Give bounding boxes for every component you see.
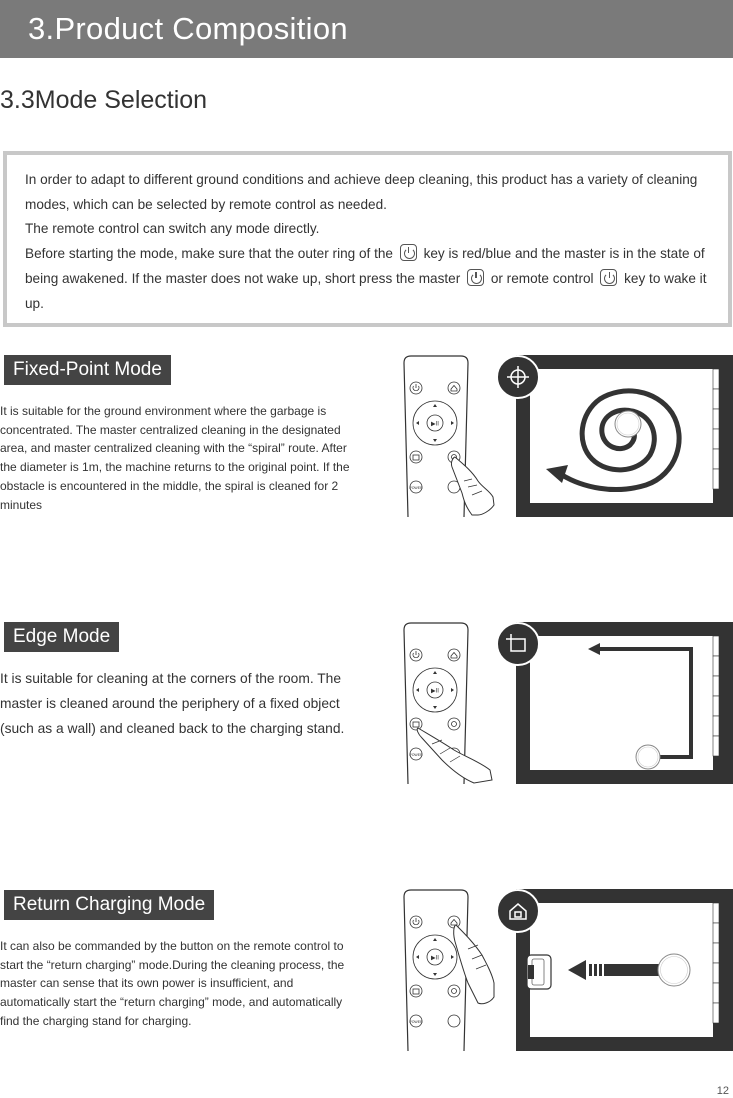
- power-icon: [600, 269, 617, 286]
- intro-text-a: Before starting the mode, make sure that the outer ring of the: [25, 246, 393, 262]
- intro-paragraph-2: The remote control can switch any mode directly.: [25, 221, 320, 237]
- chapter-title: 3.Product Composition: [28, 11, 348, 46]
- edge-mode-description: It is suitable for cleaning at the corners of the room. The master is cleaned around the periphery of a fixed object (such as a wall) and cleaned back to the charging stand.: [0, 671, 345, 736]
- intro-text-d: key to wake it up.: [25, 270, 707, 311]
- remote-control-illustration: [402, 622, 496, 784]
- section-title: 3.3Mode Selection: [0, 86, 208, 114]
- edge-mode-label: Edge Mode: [4, 622, 119, 652]
- remote-control-illustration: [402, 355, 496, 517]
- svg-text:▶II: ▶II: [431, 421, 439, 428]
- fixed-point-room-illustration: [496, 355, 733, 517]
- return-charging-mode-description: It can also be commanded by the button on the remote control to start the “return charging” mode.During the cleaning process, the master can sense that its own power is insufficient, and automatically start the “return charging” mode, and automatically find the charging stand for charging.: [0, 939, 345, 1028]
- intro-text-c: or remote control: [490, 270, 594, 286]
- intro-box: [3, 151, 732, 327]
- fixed-point-mode-label: Fixed-Point Mode: [4, 355, 171, 385]
- power-icon: [467, 269, 484, 286]
- intro-paragraph-1: In order to adapt to different ground conditions and achieve deep cleaning, this product has a variety of cleaning modes, which can be selected by remote control as needed.: [25, 172, 698, 212]
- edge-room-illustration: [496, 622, 733, 784]
- remote-control-illustration: [402, 889, 496, 1051]
- power-icon: [400, 244, 417, 261]
- svg-text:▶II: ▶II: [431, 688, 439, 695]
- svg-text:▶II: ▶II: [431, 955, 439, 962]
- return-charging-mode-label: Return Charging Mode: [4, 890, 214, 920]
- intro-paragraph-3: [25, 242, 712, 316]
- fixed-point-mode-description: It is suitable for the ground environment where the garbage is concentrated. The master centralized cleaning in the designated area, and master centralized cleaning with the “spiral” route. After the diameter is 1m, the machine returns to the original point. If the obstacle is encountered in the middle, the spiral is cleaned for 2 minutes: [0, 404, 350, 512]
- page-number: 12: [716, 1085, 729, 1097]
- power-key-label: POWER: [409, 486, 423, 490]
- power-key-label: POWER: [409, 753, 423, 757]
- power-key-label: POWER: [409, 1020, 423, 1024]
- charging-stand-icon: [527, 955, 551, 989]
- robot-vacuum-icon: [615, 411, 641, 437]
- intro-text-b: key is red/blue and the master is in the state of being awakened. If the master does not wake up, short press the master: [25, 246, 705, 286]
- return-charging-room-illustration: [496, 889, 733, 1051]
- robot-vacuum-icon: [658, 954, 690, 986]
- robot-vacuum-icon: [636, 745, 660, 769]
- chapter-header: [0, 0, 733, 58]
